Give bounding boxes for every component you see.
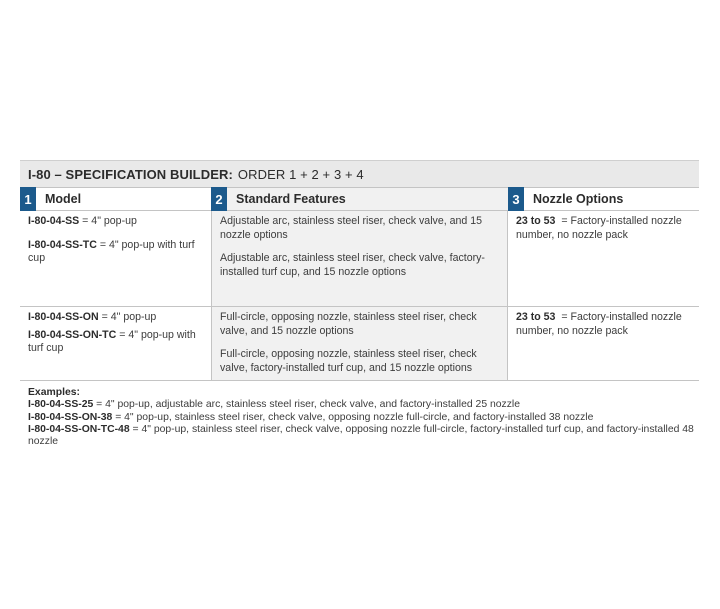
table-title: I-80 – SPECIFICATION BUILDER: (28, 166, 233, 182)
features-cell (211, 211, 508, 307)
model-description: = 4" pop-up with turf cup (28, 328, 196, 354)
table-title-bar (20, 160, 699, 187)
example-code: I-80-04-SS-ON-38 (28, 411, 113, 423)
table-title-order: ORDER 1 + 2 + 3 + 4 (237, 166, 364, 182)
column-header-nozzle-options (508, 187, 699, 211)
column-number-badge: 3 (508, 187, 524, 211)
model-entry (28, 215, 203, 229)
model-entry (28, 329, 203, 356)
model-description: = 4" pop-up (98, 311, 157, 323)
model-code: I-80-04-SS-ON-TC (28, 328, 117, 341)
nozzle-cell (508, 307, 699, 380)
nozzle-cell (508, 211, 699, 307)
example-code: I-80-04-SS-ON-TC-48 (28, 423, 130, 435)
nozzle-description: = Factory-installed nozzle number, no nozzle pack (516, 311, 685, 337)
nozzle-code: 23 to 53 (516, 215, 556, 227)
column-header-label: Nozzle Options (533, 192, 624, 206)
model-code: I-80-04-SS-ON (28, 311, 99, 323)
column-number-badge: 1 (20, 187, 36, 211)
nozzle-code: 23 to 53 (516, 311, 556, 323)
model-cell (20, 211, 211, 307)
example-item (28, 424, 699, 449)
example-item (28, 412, 699, 424)
nozzle-description: = Factory-installed nozzle number, no nozzle pack (516, 215, 685, 241)
column-header-label: Standard Features (236, 192, 346, 206)
examples-heading: Examples: (28, 387, 80, 398)
spec-grid (20, 187, 699, 381)
example-item (28, 399, 699, 411)
example-code: I-80-04-SS-25 (28, 399, 94, 411)
example-description: = 4" pop-up, stainless steel riser, check valve, opposing nozzle full-circle, factory-installed turf cup, and factory-installed 48 nozzle (28, 423, 694, 448)
model-entry (28, 311, 203, 325)
feature-description: Full-circle, opposing nozzle, stainless steel riser, check valve, and 15 nozzle options (220, 311, 477, 337)
features-cell (211, 307, 508, 380)
nozzle-entry (516, 311, 691, 338)
model-entry (28, 239, 203, 266)
example-description: = 4" pop-up, stainless steel riser, check valve, opposing nozzle full-circle, and factory-installed 38 nozzle (112, 411, 594, 423)
nozzle-entry (516, 215, 691, 242)
model-code: I-80-04-SS (28, 215, 80, 227)
feature-description: Adjustable arc, stainless steel riser, check valve, and 15 nozzle options (220, 215, 483, 241)
model-description: = 4" pop-up with turf cup (28, 238, 195, 264)
column-header-standard-features (211, 187, 508, 211)
examples-section (20, 387, 699, 448)
column-header-label: Model (45, 192, 82, 206)
model-code: I-80-04-SS-TC (28, 238, 97, 251)
specification-builder-table (20, 160, 699, 448)
column-number-badge: 2 (211, 187, 227, 211)
model-description: = 4" pop-up (79, 215, 137, 227)
column-header-model (20, 187, 211, 211)
feature-description: Adjustable arc, stainless steel riser, check valve, factory-installed turf cup, and 15 nozzle options (220, 252, 485, 278)
model-cell (20, 307, 211, 380)
feature-description: Full-circle, opposing nozzle, stainless steel riser, check valve, factory-installed turf cup, and 15 nozzle options (220, 348, 477, 374)
example-description: = 4" pop-up, adjustable arc, stainless steel riser, check valve, and factory-installed 25 nozzle (93, 399, 521, 411)
